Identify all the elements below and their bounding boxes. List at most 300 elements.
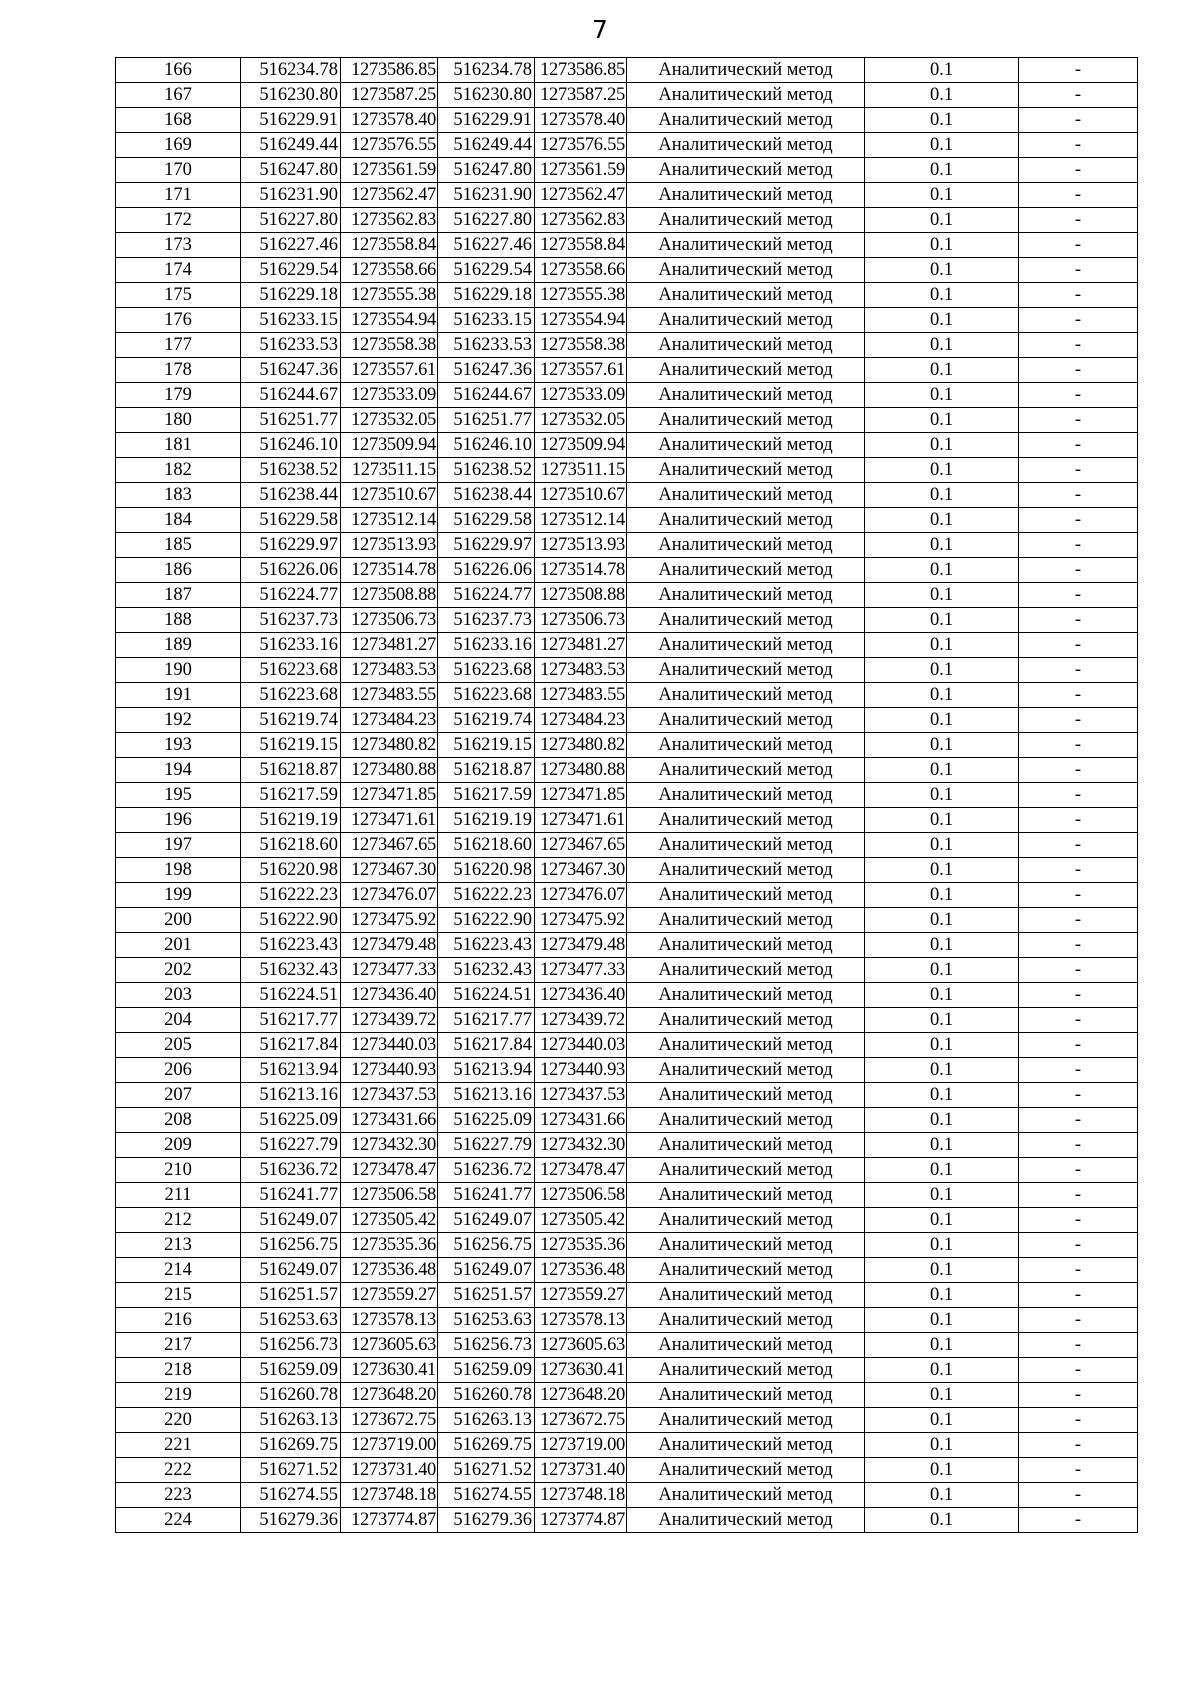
table-row	[116, 1208, 1138, 1233]
table-row	[116, 1358, 1138, 1383]
table-row	[116, 658, 1138, 683]
y-new-cell: 1273514.78	[535, 558, 627, 583]
table-row	[116, 183, 1138, 208]
point-number-cell: 219	[116, 1383, 241, 1408]
x-new-cell: 516249.07	[438, 1208, 535, 1233]
y-existing-cell: 1273510.67	[341, 483, 438, 508]
table-row	[116, 733, 1138, 758]
x-new-cell: 516271.52	[438, 1458, 535, 1483]
point-number-cell: 177	[116, 333, 241, 358]
description-cell: -	[1019, 958, 1138, 983]
description-cell: -	[1019, 308, 1138, 333]
y-existing-cell: 1273558.84	[341, 233, 438, 258]
method-cell: Аналитический метод	[627, 683, 865, 708]
point-number-cell: 195	[116, 783, 241, 808]
accuracy-cell: 0.1	[865, 608, 1019, 633]
description-cell: -	[1019, 708, 1138, 733]
method-cell: Аналитический метод	[627, 508, 865, 533]
accuracy-cell: 0.1	[865, 1008, 1019, 1033]
x-existing-cell: 516219.15	[241, 733, 341, 758]
method-cell: Аналитический метод	[627, 1008, 865, 1033]
x-new-cell: 516222.90	[438, 908, 535, 933]
x-new-cell: 516219.15	[438, 733, 535, 758]
accuracy-cell: 0.1	[865, 1408, 1019, 1433]
y-new-cell: 1273672.75	[535, 1408, 627, 1433]
method-cell: Аналитический метод	[627, 1208, 865, 1233]
y-new-cell: 1273480.82	[535, 733, 627, 758]
x-new-cell: 516222.23	[438, 883, 535, 908]
point-number-cell: 186	[116, 558, 241, 583]
y-existing-cell: 1273578.40	[341, 108, 438, 133]
y-existing-cell: 1273630.41	[341, 1358, 438, 1383]
method-cell: Аналитический метод	[627, 283, 865, 308]
point-number-cell: 209	[116, 1133, 241, 1158]
method-cell: Аналитический метод	[627, 1058, 865, 1083]
table-row	[116, 533, 1138, 558]
method-cell: Аналитический метод	[627, 733, 865, 758]
point-number-cell: 167	[116, 83, 241, 108]
accuracy-cell: 0.1	[865, 408, 1019, 433]
y-existing-cell: 1273514.78	[341, 558, 438, 583]
y-new-cell: 1273471.61	[535, 808, 627, 833]
x-existing-cell: 516218.87	[241, 758, 341, 783]
y-existing-cell: 1273555.38	[341, 283, 438, 308]
accuracy-cell: 0.1	[865, 1458, 1019, 1483]
x-existing-cell: 516259.09	[241, 1358, 341, 1383]
table-row	[116, 708, 1138, 733]
x-new-cell: 516256.73	[438, 1333, 535, 1358]
y-new-cell: 1273605.63	[535, 1333, 627, 1358]
point-number-cell: 190	[116, 658, 241, 683]
accuracy-cell: 0.1	[865, 1333, 1019, 1358]
y-new-cell: 1273512.14	[535, 508, 627, 533]
point-number-cell: 198	[116, 858, 241, 883]
x-new-cell: 516223.68	[438, 683, 535, 708]
table-row	[116, 633, 1138, 658]
x-new-cell: 516217.77	[438, 1008, 535, 1033]
x-existing-cell: 516249.07	[241, 1258, 341, 1283]
x-new-cell: 516219.19	[438, 808, 535, 833]
table-row	[116, 283, 1138, 308]
x-existing-cell: 516260.78	[241, 1383, 341, 1408]
point-number-cell: 189	[116, 633, 241, 658]
x-new-cell: 516259.09	[438, 1358, 535, 1383]
y-new-cell: 1273748.18	[535, 1483, 627, 1508]
description-cell: -	[1019, 733, 1138, 758]
x-new-cell: 516229.58	[438, 508, 535, 533]
description-cell: -	[1019, 383, 1138, 408]
y-new-cell: 1273483.53	[535, 658, 627, 683]
method-cell: Аналитический метод	[627, 258, 865, 283]
accuracy-cell: 0.1	[865, 483, 1019, 508]
y-existing-cell: 1273478.47	[341, 1158, 438, 1183]
y-existing-cell: 1273562.47	[341, 183, 438, 208]
point-number-cell: 217	[116, 1333, 241, 1358]
table-row	[116, 233, 1138, 258]
x-new-cell: 516279.36	[438, 1508, 535, 1533]
y-existing-cell: 1273605.63	[341, 1333, 438, 1358]
y-new-cell: 1273554.94	[535, 308, 627, 333]
description-cell: -	[1019, 858, 1138, 883]
method-cell: Аналитический метод	[627, 933, 865, 958]
table-row	[116, 958, 1138, 983]
point-number-cell: 201	[116, 933, 241, 958]
x-existing-cell: 516253.63	[241, 1308, 341, 1333]
method-cell: Аналитический метод	[627, 158, 865, 183]
table-row	[116, 908, 1138, 933]
table-row	[116, 1233, 1138, 1258]
y-new-cell: 1273431.66	[535, 1108, 627, 1133]
x-new-cell: 516229.18	[438, 283, 535, 308]
x-existing-cell: 516223.68	[241, 658, 341, 683]
method-cell: Аналитический метод	[627, 1483, 865, 1508]
table-row	[116, 1383, 1138, 1408]
description-cell: -	[1019, 1233, 1138, 1258]
table-row	[116, 308, 1138, 333]
y-existing-cell: 1273483.55	[341, 683, 438, 708]
table-row	[116, 1333, 1138, 1358]
description-cell: -	[1019, 1008, 1138, 1033]
x-existing-cell: 516227.79	[241, 1133, 341, 1158]
x-new-cell: 516253.63	[438, 1308, 535, 1333]
accuracy-cell: 0.1	[865, 1108, 1019, 1133]
x-new-cell: 516213.16	[438, 1083, 535, 1108]
x-existing-cell: 516256.75	[241, 1233, 341, 1258]
x-new-cell: 516247.36	[438, 358, 535, 383]
x-new-cell: 516225.09	[438, 1108, 535, 1133]
y-existing-cell: 1273484.23	[341, 708, 438, 733]
point-number-cell: 194	[116, 758, 241, 783]
point-number-cell: 216	[116, 1308, 241, 1333]
x-new-cell: 516231.90	[438, 183, 535, 208]
y-new-cell: 1273533.09	[535, 383, 627, 408]
table-row	[116, 1283, 1138, 1308]
method-cell: Аналитический метод	[627, 1408, 865, 1433]
x-new-cell: 516251.57	[438, 1283, 535, 1308]
accuracy-cell: 0.1	[865, 1383, 1019, 1408]
method-cell: Аналитический метод	[627, 783, 865, 808]
y-existing-cell: 1273440.03	[341, 1033, 438, 1058]
accuracy-cell: 0.1	[865, 583, 1019, 608]
y-existing-cell: 1273481.27	[341, 633, 438, 658]
point-number-cell: 213	[116, 1233, 241, 1258]
description-cell: -	[1019, 983, 1138, 1008]
method-cell: Аналитический метод	[627, 983, 865, 1008]
x-existing-cell: 516224.51	[241, 983, 341, 1008]
table-row	[116, 258, 1138, 283]
y-existing-cell: 1273439.72	[341, 1008, 438, 1033]
method-cell: Аналитический метод	[627, 1033, 865, 1058]
x-new-cell: 516218.60	[438, 833, 535, 858]
accuracy-cell: 0.1	[865, 208, 1019, 233]
x-existing-cell: 516246.10	[241, 433, 341, 458]
y-existing-cell: 1273467.30	[341, 858, 438, 883]
y-existing-cell: 1273476.07	[341, 883, 438, 908]
accuracy-cell: 0.1	[865, 883, 1019, 908]
y-existing-cell: 1273437.53	[341, 1083, 438, 1108]
table-row	[116, 858, 1138, 883]
x-existing-cell: 516226.06	[241, 558, 341, 583]
description-cell: -	[1019, 783, 1138, 808]
point-number-cell: 205	[116, 1033, 241, 1058]
x-existing-cell: 516217.77	[241, 1008, 341, 1033]
point-number-cell: 224	[116, 1508, 241, 1533]
table-row	[116, 508, 1138, 533]
x-new-cell: 516229.97	[438, 533, 535, 558]
table-row	[116, 458, 1138, 483]
x-existing-cell: 516251.57	[241, 1283, 341, 1308]
table-row	[116, 133, 1138, 158]
x-existing-cell: 516236.72	[241, 1158, 341, 1183]
y-new-cell: 1273558.66	[535, 258, 627, 283]
point-number-cell: 207	[116, 1083, 241, 1108]
accuracy-cell: 0.1	[865, 933, 1019, 958]
y-new-cell: 1273587.25	[535, 83, 627, 108]
x-new-cell: 516224.51	[438, 983, 535, 1008]
method-cell: Аналитический метод	[627, 808, 865, 833]
accuracy-cell: 0.1	[865, 258, 1019, 283]
description-cell: -	[1019, 333, 1138, 358]
table-row	[116, 683, 1138, 708]
point-number-cell: 223	[116, 1483, 241, 1508]
x-new-cell: 516213.94	[438, 1058, 535, 1083]
table-row	[116, 808, 1138, 833]
y-existing-cell: 1273505.42	[341, 1208, 438, 1233]
y-new-cell: 1273479.48	[535, 933, 627, 958]
table-row	[116, 83, 1138, 108]
y-new-cell: 1273532.05	[535, 408, 627, 433]
description-cell: -	[1019, 758, 1138, 783]
point-number-cell: 200	[116, 908, 241, 933]
table-row	[116, 483, 1138, 508]
description-cell: -	[1019, 808, 1138, 833]
table-row	[116, 1133, 1138, 1158]
x-existing-cell: 516244.67	[241, 383, 341, 408]
accuracy-cell: 0.1	[865, 983, 1019, 1008]
x-existing-cell: 516227.46	[241, 233, 341, 258]
method-cell: Аналитический метод	[627, 1183, 865, 1208]
method-cell: Аналитический метод	[627, 133, 865, 158]
description-cell: -	[1019, 283, 1138, 308]
y-existing-cell: 1273558.38	[341, 333, 438, 358]
description-cell: -	[1019, 833, 1138, 858]
x-new-cell: 516247.80	[438, 158, 535, 183]
accuracy-cell: 0.1	[865, 333, 1019, 358]
description-cell: -	[1019, 1508, 1138, 1533]
method-cell: Аналитический метод	[627, 433, 865, 458]
description-cell: -	[1019, 1383, 1138, 1408]
y-new-cell: 1273510.67	[535, 483, 627, 508]
method-cell: Аналитический метод	[627, 1283, 865, 1308]
accuracy-cell: 0.1	[865, 1358, 1019, 1383]
table-row	[116, 1433, 1138, 1458]
x-new-cell: 516256.75	[438, 1233, 535, 1258]
table-row	[116, 58, 1138, 83]
coordinates-table	[115, 57, 1138, 1533]
x-new-cell: 516229.54	[438, 258, 535, 283]
point-number-cell: 188	[116, 608, 241, 633]
point-number-cell: 212	[116, 1208, 241, 1233]
x-existing-cell: 516233.15	[241, 308, 341, 333]
y-existing-cell: 1273506.73	[341, 608, 438, 633]
accuracy-cell: 0.1	[865, 683, 1019, 708]
description-cell: -	[1019, 183, 1138, 208]
point-number-cell: 181	[116, 433, 241, 458]
y-new-cell: 1273513.93	[535, 533, 627, 558]
x-existing-cell: 516219.74	[241, 708, 341, 733]
method-cell: Аналитический метод	[627, 908, 865, 933]
x-existing-cell: 516224.77	[241, 583, 341, 608]
description-cell: -	[1019, 1208, 1138, 1233]
description-cell: -	[1019, 1458, 1138, 1483]
y-new-cell: 1273505.42	[535, 1208, 627, 1233]
y-new-cell: 1273483.55	[535, 683, 627, 708]
accuracy-cell: 0.1	[865, 1433, 1019, 1458]
table-row	[116, 1108, 1138, 1133]
x-new-cell: 516249.07	[438, 1258, 535, 1283]
x-existing-cell: 516249.07	[241, 1208, 341, 1233]
x-new-cell: 516224.77	[438, 583, 535, 608]
table-row	[116, 108, 1138, 133]
method-cell: Аналитический метод	[627, 558, 865, 583]
x-new-cell: 516223.68	[438, 658, 535, 683]
y-new-cell: 1273509.94	[535, 433, 627, 458]
x-new-cell: 516227.79	[438, 1133, 535, 1158]
x-new-cell: 516260.78	[438, 1383, 535, 1408]
y-existing-cell: 1273512.14	[341, 508, 438, 533]
y-existing-cell: 1273475.92	[341, 908, 438, 933]
y-new-cell: 1273774.87	[535, 1508, 627, 1533]
accuracy-cell: 0.1	[865, 358, 1019, 383]
x-new-cell: 516223.43	[438, 933, 535, 958]
y-existing-cell: 1273562.83	[341, 208, 438, 233]
x-existing-cell: 516233.16	[241, 633, 341, 658]
y-new-cell: 1273506.73	[535, 608, 627, 633]
accuracy-cell: 0.1	[865, 858, 1019, 883]
y-existing-cell: 1273586.85	[341, 58, 438, 83]
x-existing-cell: 516241.77	[241, 1183, 341, 1208]
y-new-cell: 1273484.23	[535, 708, 627, 733]
y-new-cell: 1273467.65	[535, 833, 627, 858]
point-number-cell: 221	[116, 1433, 241, 1458]
description-cell: -	[1019, 883, 1138, 908]
point-number-cell: 202	[116, 958, 241, 983]
y-new-cell: 1273535.36	[535, 1233, 627, 1258]
table-row	[116, 608, 1138, 633]
x-existing-cell: 516227.80	[241, 208, 341, 233]
y-new-cell: 1273436.40	[535, 983, 627, 1008]
description-cell: -	[1019, 483, 1138, 508]
method-cell: Аналитический метод	[627, 483, 865, 508]
point-number-cell: 174	[116, 258, 241, 283]
description-cell: -	[1019, 133, 1138, 158]
method-cell: Аналитический метод	[627, 633, 865, 658]
y-existing-cell: 1273532.05	[341, 408, 438, 433]
method-cell: Аналитический метод	[627, 1233, 865, 1258]
y-new-cell: 1273630.41	[535, 1358, 627, 1383]
x-existing-cell: 516222.90	[241, 908, 341, 933]
method-cell: Аналитический метод	[627, 583, 865, 608]
table-row	[116, 358, 1138, 383]
y-existing-cell: 1273467.65	[341, 833, 438, 858]
x-existing-cell: 516249.44	[241, 133, 341, 158]
method-cell: Аналитический метод	[627, 1358, 865, 1383]
y-existing-cell: 1273536.48	[341, 1258, 438, 1283]
x-existing-cell: 516234.78	[241, 58, 341, 83]
x-existing-cell: 516219.19	[241, 808, 341, 833]
x-existing-cell: 516274.55	[241, 1483, 341, 1508]
description-cell: -	[1019, 1158, 1138, 1183]
table-row	[116, 1258, 1138, 1283]
table-row	[116, 933, 1138, 958]
table-row	[116, 333, 1138, 358]
table-row	[116, 883, 1138, 908]
point-number-cell: 197	[116, 833, 241, 858]
accuracy-cell: 0.1	[865, 558, 1019, 583]
table-row	[116, 1508, 1138, 1533]
method-cell: Аналитический метод	[627, 1158, 865, 1183]
table-row	[116, 1483, 1138, 1508]
method-cell: Аналитический метод	[627, 83, 865, 108]
description-cell: -	[1019, 158, 1138, 183]
description-cell: -	[1019, 433, 1138, 458]
y-new-cell: 1273478.47	[535, 1158, 627, 1183]
table-row	[116, 1058, 1138, 1083]
method-cell: Аналитический метод	[627, 1383, 865, 1408]
method-cell: Аналитический метод	[627, 1433, 865, 1458]
y-existing-cell: 1273511.15	[341, 458, 438, 483]
y-existing-cell: 1273431.66	[341, 1108, 438, 1133]
point-number-cell: 176	[116, 308, 241, 333]
method-cell: Аналитический метод	[627, 1333, 865, 1358]
point-number-cell: 175	[116, 283, 241, 308]
y-new-cell: 1273511.15	[535, 458, 627, 483]
y-existing-cell: 1273508.88	[341, 583, 438, 608]
point-number-cell: 168	[116, 108, 241, 133]
accuracy-cell: 0.1	[865, 283, 1019, 308]
method-cell: Аналитический метод	[627, 358, 865, 383]
table-row	[116, 1408, 1138, 1433]
description-cell: -	[1019, 1308, 1138, 1333]
x-new-cell: 516244.67	[438, 383, 535, 408]
description-cell: -	[1019, 233, 1138, 258]
accuracy-cell: 0.1	[865, 1283, 1019, 1308]
point-number-cell: 203	[116, 983, 241, 1008]
description-cell: -	[1019, 683, 1138, 708]
accuracy-cell: 0.1	[865, 708, 1019, 733]
method-cell: Аналитический метод	[627, 1458, 865, 1483]
x-existing-cell: 516232.43	[241, 958, 341, 983]
y-new-cell: 1273480.88	[535, 758, 627, 783]
description-cell: -	[1019, 933, 1138, 958]
accuracy-cell: 0.1	[865, 1033, 1019, 1058]
y-new-cell: 1273558.84	[535, 233, 627, 258]
x-new-cell: 516241.77	[438, 1183, 535, 1208]
x-existing-cell: 516213.16	[241, 1083, 341, 1108]
y-new-cell: 1273558.38	[535, 333, 627, 358]
x-existing-cell: 516229.18	[241, 283, 341, 308]
point-number-cell: 196	[116, 808, 241, 833]
y-existing-cell: 1273471.85	[341, 783, 438, 808]
x-new-cell: 516274.55	[438, 1483, 535, 1508]
x-existing-cell: 516271.52	[241, 1458, 341, 1483]
x-existing-cell: 516218.60	[241, 833, 341, 858]
accuracy-cell: 0.1	[865, 183, 1019, 208]
point-number-cell: 166	[116, 58, 241, 83]
x-existing-cell: 516238.52	[241, 458, 341, 483]
y-existing-cell: 1273587.25	[341, 83, 438, 108]
x-existing-cell: 516230.80	[241, 83, 341, 108]
